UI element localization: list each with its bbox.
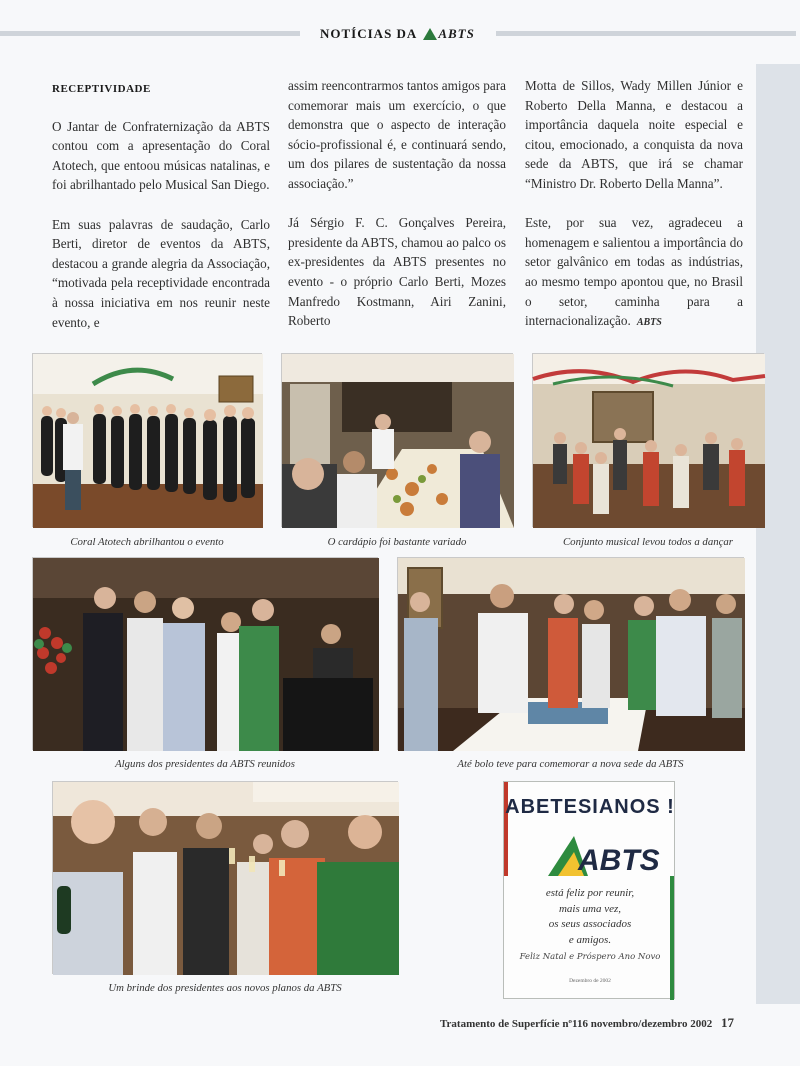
page-footer (440, 1015, 740, 1031)
photo-caption: Um brinde dos presidentes aos novos planos da ABTS (108, 982, 342, 994)
issue-number: nº116 (562, 1018, 588, 1030)
logo-triangle-icon (423, 28, 437, 40)
abts-logo-small (423, 26, 475, 42)
paragraph-text: Este, por sua vez, agradeceu a homenagem e salientou a importância do setor galvânico em todas as indústrias, ao mesmo tempo apontou que, no Brasil o setor, caminha para a internacionalização. (525, 215, 743, 329)
logo-text: ABTS (438, 26, 475, 41)
paragraph: O Jantar de Confraternização da ABTS contou com a apresentação do Coral Atotech, que entoou músicas natalinas, e foi abrilhantado pelo Musical San Diego. (52, 118, 270, 193)
photo-caption: O cardápio foi bastante variado (327, 536, 467, 548)
text-column-3 (525, 76, 743, 333)
cake-scene-image (398, 558, 745, 751)
photo-caption: Coral Atotech abrilhantou o evento (70, 536, 224, 548)
paragraph: Já Sérgio F. C. Gonçalves Pereira, presidente da ABTS, chamou ao palco os ex-presidentes da ABTS presentes no evento - o próprio Carlo Berti, Mozes Manfredo Kostmann, Airi Zanini, Roberto (288, 215, 506, 329)
text-column-2 (288, 76, 506, 331)
section-title: NOTÍCIAS DA (320, 26, 418, 41)
photo-toast (52, 781, 398, 974)
paragraph: assim reencontrarmos tantos amigos para comemorar mais um exercício, o que demonstra que o aspecto de interação sócio-profissional é, e continuará sendo, um dos pilares de sustentação da nossa associação.” (288, 78, 506, 191)
ad-line: e amigos. (568, 933, 612, 946)
ad-signature: Feliz Natal e Próspero Ano Novo (519, 952, 661, 962)
text-column-1 (52, 76, 270, 332)
page-number: 17 (720, 1015, 734, 1030)
header-rule-right (496, 31, 796, 36)
section-header (320, 24, 490, 44)
ad-line: está feliz por reunir, (545, 887, 635, 899)
ad-line: os seus associados (548, 918, 632, 930)
magazine-name: Tratamento de Superfície (440, 1018, 560, 1030)
ad-logo-text: ABTS (578, 844, 660, 877)
paragraph: Em suas palavras de saudação, Carlo Berti, diretor de eventos da ABTS, destacou a grande alegria da Associação, “motivada pela receptividade encontrada à nossa iniciativa em nos reunir neste evento, e (52, 216, 270, 330)
presidents-scene-image (33, 558, 379, 751)
page-edge-band (756, 64, 800, 1004)
choir-scene-image (33, 354, 263, 528)
header-rule-left (0, 31, 300, 36)
photo-caption: Conjunto musical levou todos a dançar (562, 536, 734, 548)
photo-caption: Alguns dos presidentes da ABTS reunidos (115, 758, 295, 770)
photo-cake (397, 557, 744, 750)
issue-period: novembro/dezembro 2002 (590, 1018, 713, 1030)
abetesianos-ad (503, 781, 675, 999)
ad-date: Dezembro de 2002 (569, 978, 611, 984)
photo-buffet (281, 353, 513, 527)
ad-line: mais uma vez, (558, 902, 622, 915)
ad-message (504, 886, 676, 948)
photo-choir (32, 353, 262, 527)
section-heading: RECEPTIVIDADE (52, 83, 151, 95)
dance-scene-image (533, 354, 765, 528)
photo-presidents (32, 557, 378, 750)
paragraph (525, 213, 743, 333)
photo-dancing (532, 353, 764, 527)
article-end-mark: ABTS (636, 317, 662, 329)
buffet-scene-image (282, 354, 514, 528)
toast-scene-image (53, 782, 399, 975)
ad-title: ABETESIANOS ! (505, 796, 675, 818)
photo-caption: Até bolo teve para comemorar a nova sede da ABTS (457, 758, 684, 770)
abts-logo-icon (544, 830, 660, 880)
paragraph: Motta de Sillos, Wady Millen Júnior e Roberto Della Manna, e destacou a importância daquela noite especial e citou, emocionado, a conquista da nova sede da ABTS, que irá se chamar “Ministro Dr. Roberto Della Manna”. (525, 78, 743, 191)
